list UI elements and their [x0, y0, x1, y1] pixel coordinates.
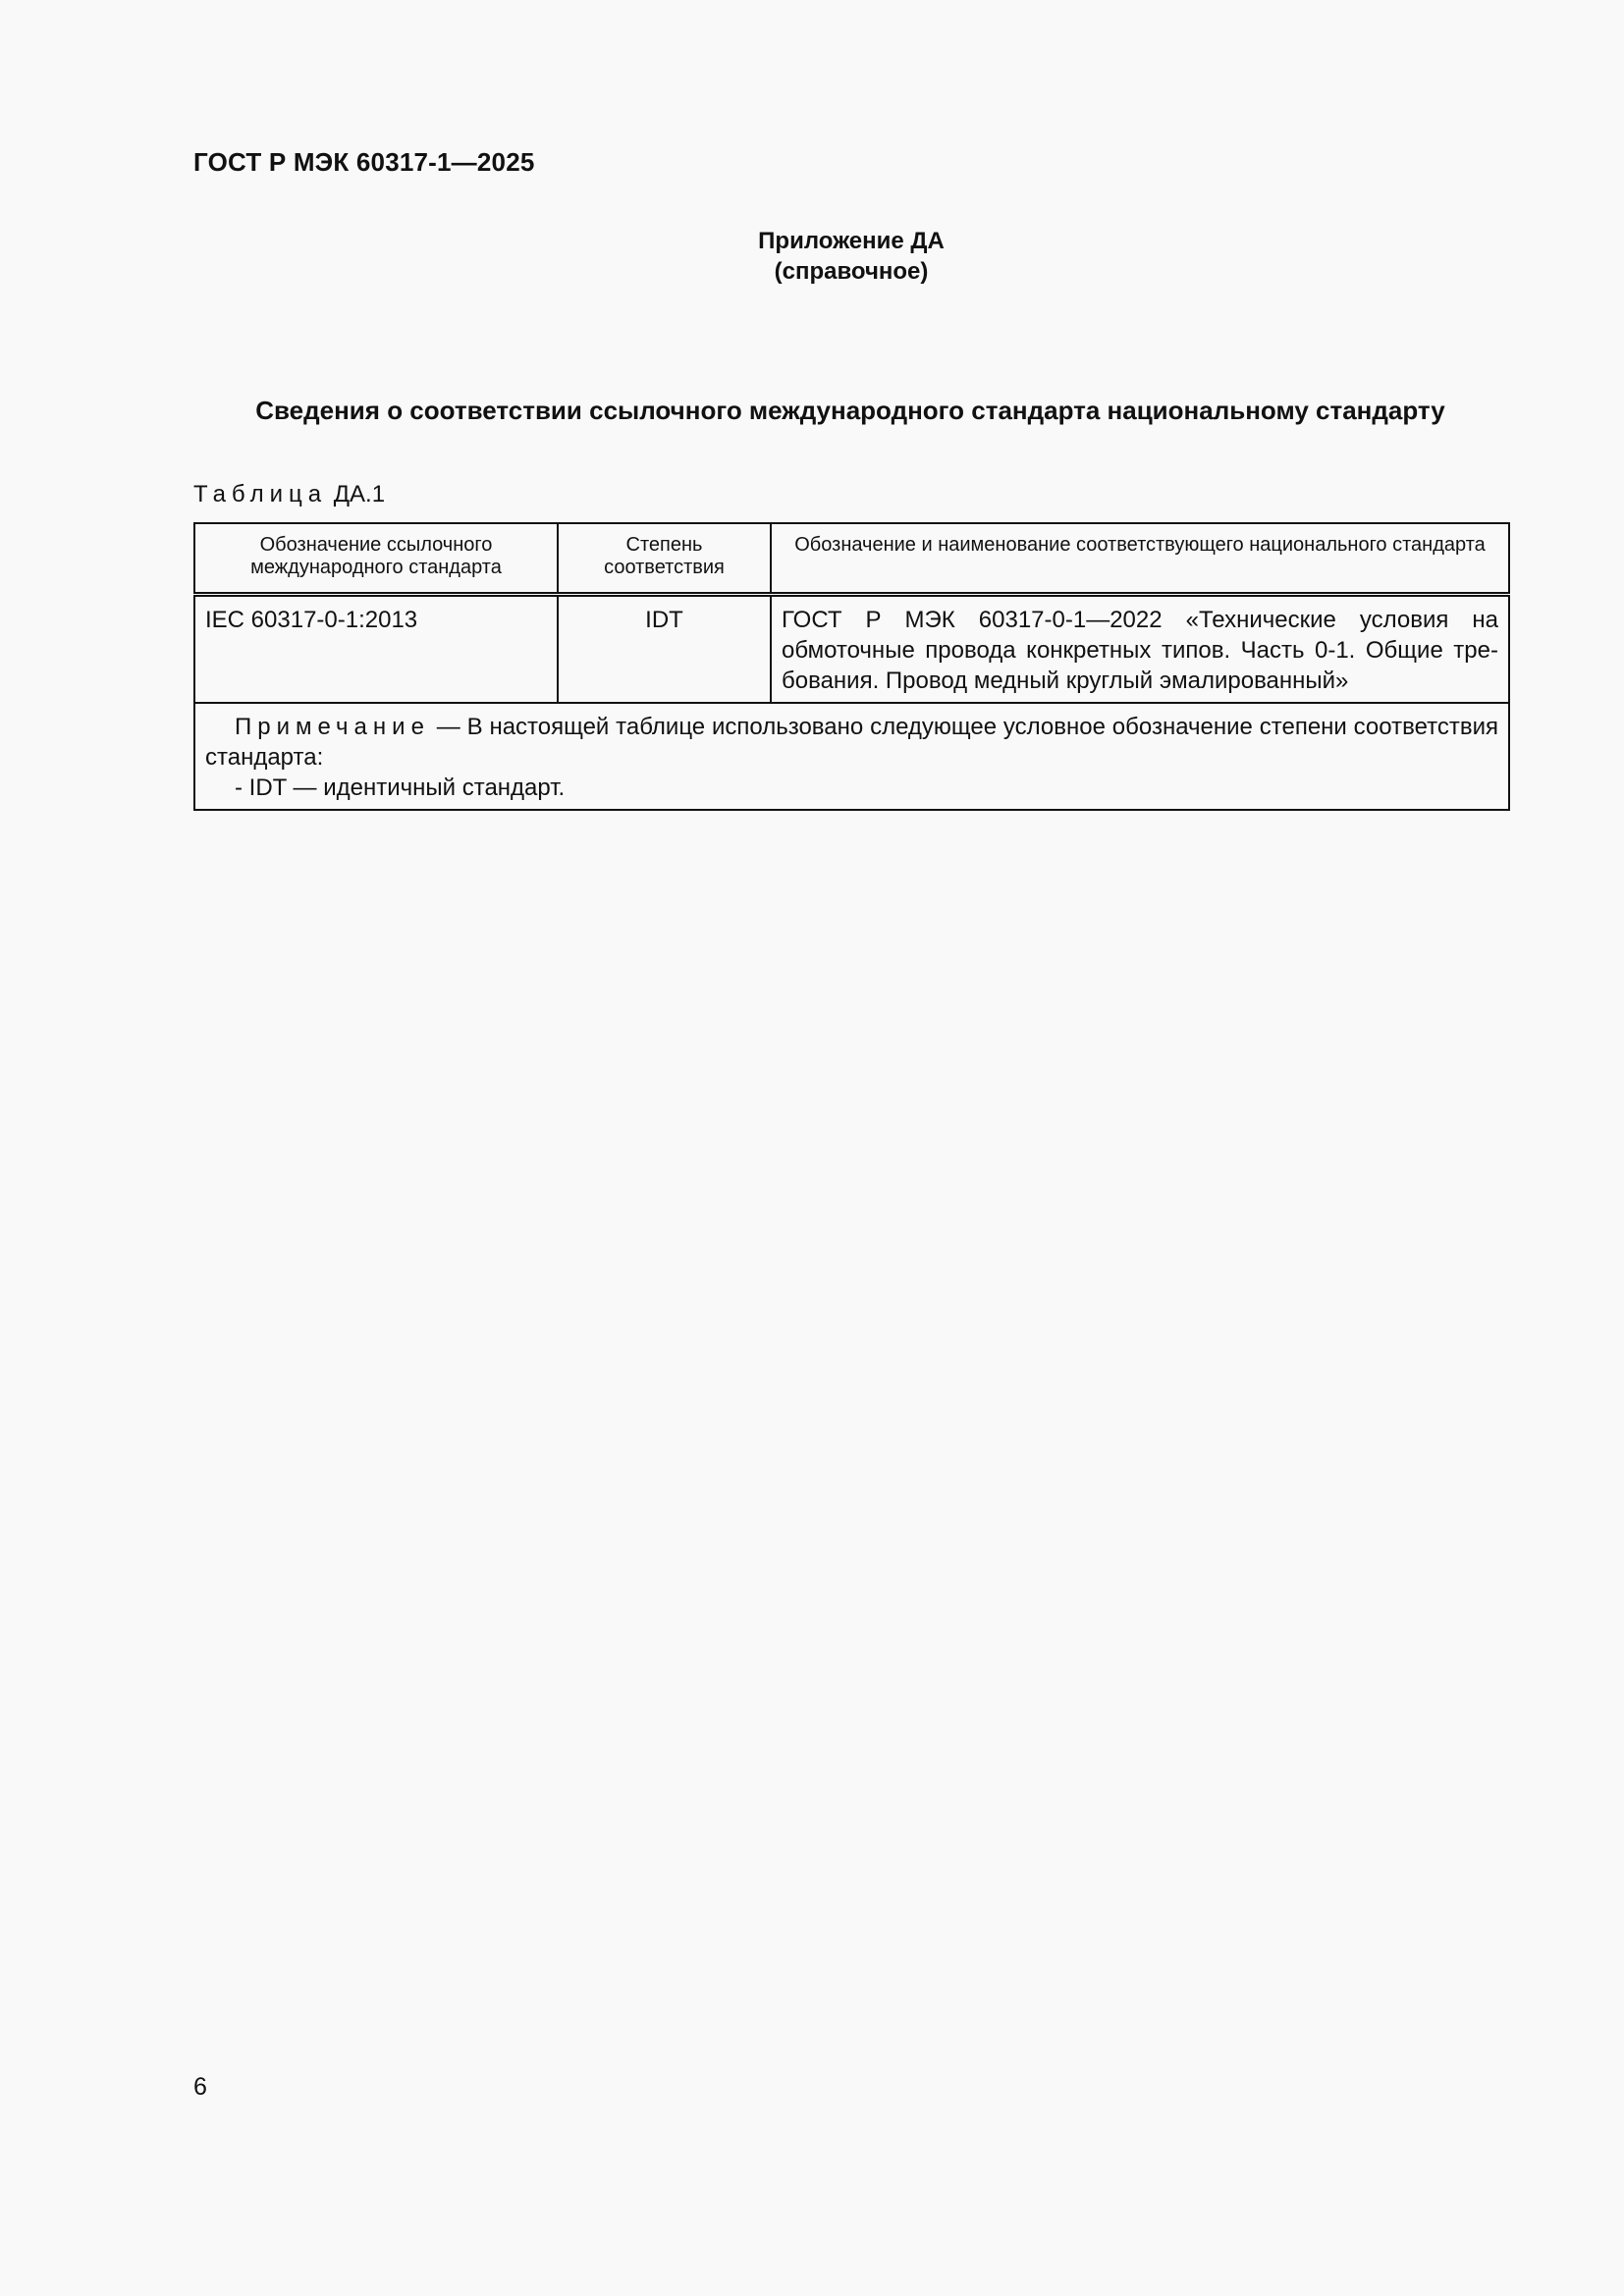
column-header-degree: Степень соответствия [558, 523, 771, 594]
cell-national-standard: ГОСТ Р МЭК 60317-0-1—2022 «Технические условия на обмоточные провода конкретных типов. Часть 0-1. Общие требования. Провод медный круглый эмалированный» [771, 594, 1509, 703]
document-code: ГОСТ Р МЭК 60317-1—2025 [193, 147, 535, 177]
cell-degree: IDT [558, 594, 771, 703]
table-caption [193, 481, 385, 508]
page-number: 6 [193, 2073, 207, 2101]
table-row [194, 594, 1509, 703]
annex-title: Приложение ДА [758, 228, 945, 254]
note-label: Примечание [235, 713, 430, 740]
note-text: — В настоящей таблице использовано следующее условное обозначение степени соответствия стандарта: [205, 713, 1498, 771]
annex-kind: (справочное) [774, 258, 929, 285]
table-note-row [194, 703, 1509, 810]
note-item: - IDT — идентичный стандарт. [235, 774, 566, 801]
table-note [194, 703, 1509, 810]
column-header-international-standard: Обозначение ссылочного международного стандарта [194, 523, 558, 594]
table-caption-number: ДА.1 [333, 481, 386, 507]
section-heading: Сведения о соответствии ссылочного международного стандарта национальному стандарту [255, 396, 1445, 425]
table-header-row [194, 523, 1509, 594]
column-header-national-standard: Обозначение и наименование соответствующего национального стандарта [771, 523, 1509, 594]
correspondence-table [193, 522, 1510, 811]
cell-international-standard: IEC 60317-0-1:2013 [194, 594, 558, 703]
table-caption-word: Таблица [193, 481, 328, 507]
